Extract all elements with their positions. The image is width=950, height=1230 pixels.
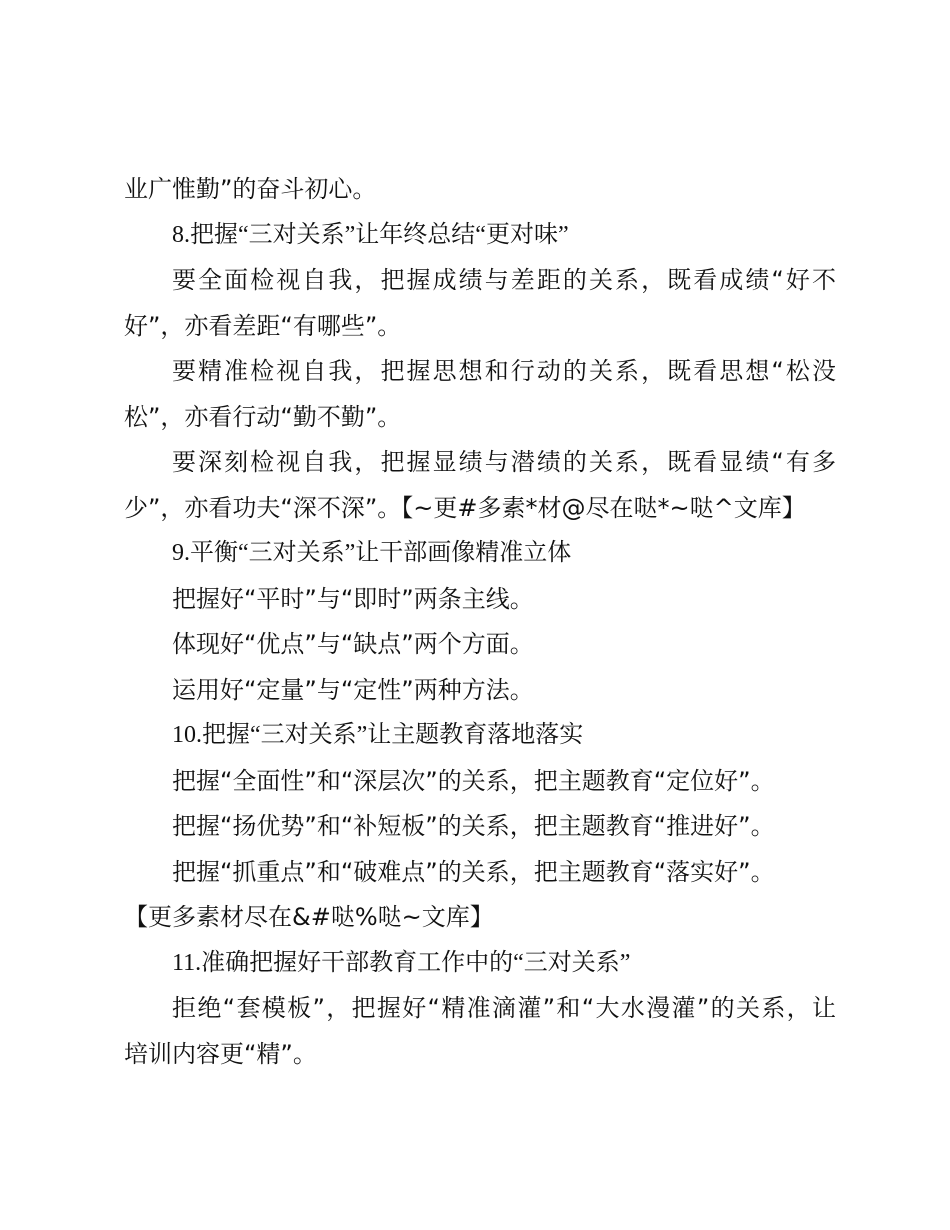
section-heading-11: 11.准确把握好干部教育工作中的“三对关系” [172, 949, 631, 976]
paragraph-line: 要精准检视自我，把握思想和行动的关系，既看思想“松没 [172, 357, 836, 385]
paragraph-line: 要全面检视自我，把握成绩与差距的关系，既看成绩“好不 [172, 266, 836, 294]
paragraph-line: 体现好“优点”与“缺点”两个方面。 [172, 630, 534, 658]
paragraph-line: 培训内容更“精”。 [124, 1039, 317, 1068]
paragraph-line: 拒绝“套模板”，把握好“精准滴灌”和“大水漫灌”的关系，让 [172, 994, 836, 1022]
paragraph-line: 把握“扬优势”和“补短板”的关系，把主题教育“推进好”。 [172, 812, 775, 840]
section-heading-9: 9.平衡“三对关系”让干部画像精准立体 [172, 540, 572, 566]
paragraph-line: 好”，亦看差距“有哪些”。 [124, 311, 402, 340]
paragraph-line: 少”，亦看功夫“深不深”。【~更#多素*材@尽在哒*~哒^文库】 [124, 493, 806, 522]
document-page [124, 167, 836, 1077]
paragraph-line: 要深刻检视自我，把握显绩与潜绩的关系，既看显绩“有多 [172, 448, 836, 476]
section-heading-10: 10.把握“三对关系”让主题教育落地落实 [172, 722, 584, 748]
paragraph-line: 业广惟勤”的奋斗初心。 [124, 175, 377, 203]
paragraph-line: 把握“全面性”和“深层次”的关系，把主题教育“定位好”。 [172, 766, 775, 795]
paragraph-line: 把握好“平时”与“即时”两条主线。 [172, 584, 534, 613]
watermark-note: 【更多素材尽在&#哒%哒~文库】 [124, 903, 494, 931]
section-heading-8: 8.把握“三对关系”让年终总结“更对味” [172, 221, 569, 248]
paragraph-line: 运用好“定量”与“定性”两种方法。 [172, 675, 534, 704]
paragraph-line: 把握“抓重点”和“破难点”的关系，把主题教育“落实好”。 [172, 857, 775, 886]
paragraph-line: 松”，亦看行动“勤不勤”。 [124, 402, 402, 431]
